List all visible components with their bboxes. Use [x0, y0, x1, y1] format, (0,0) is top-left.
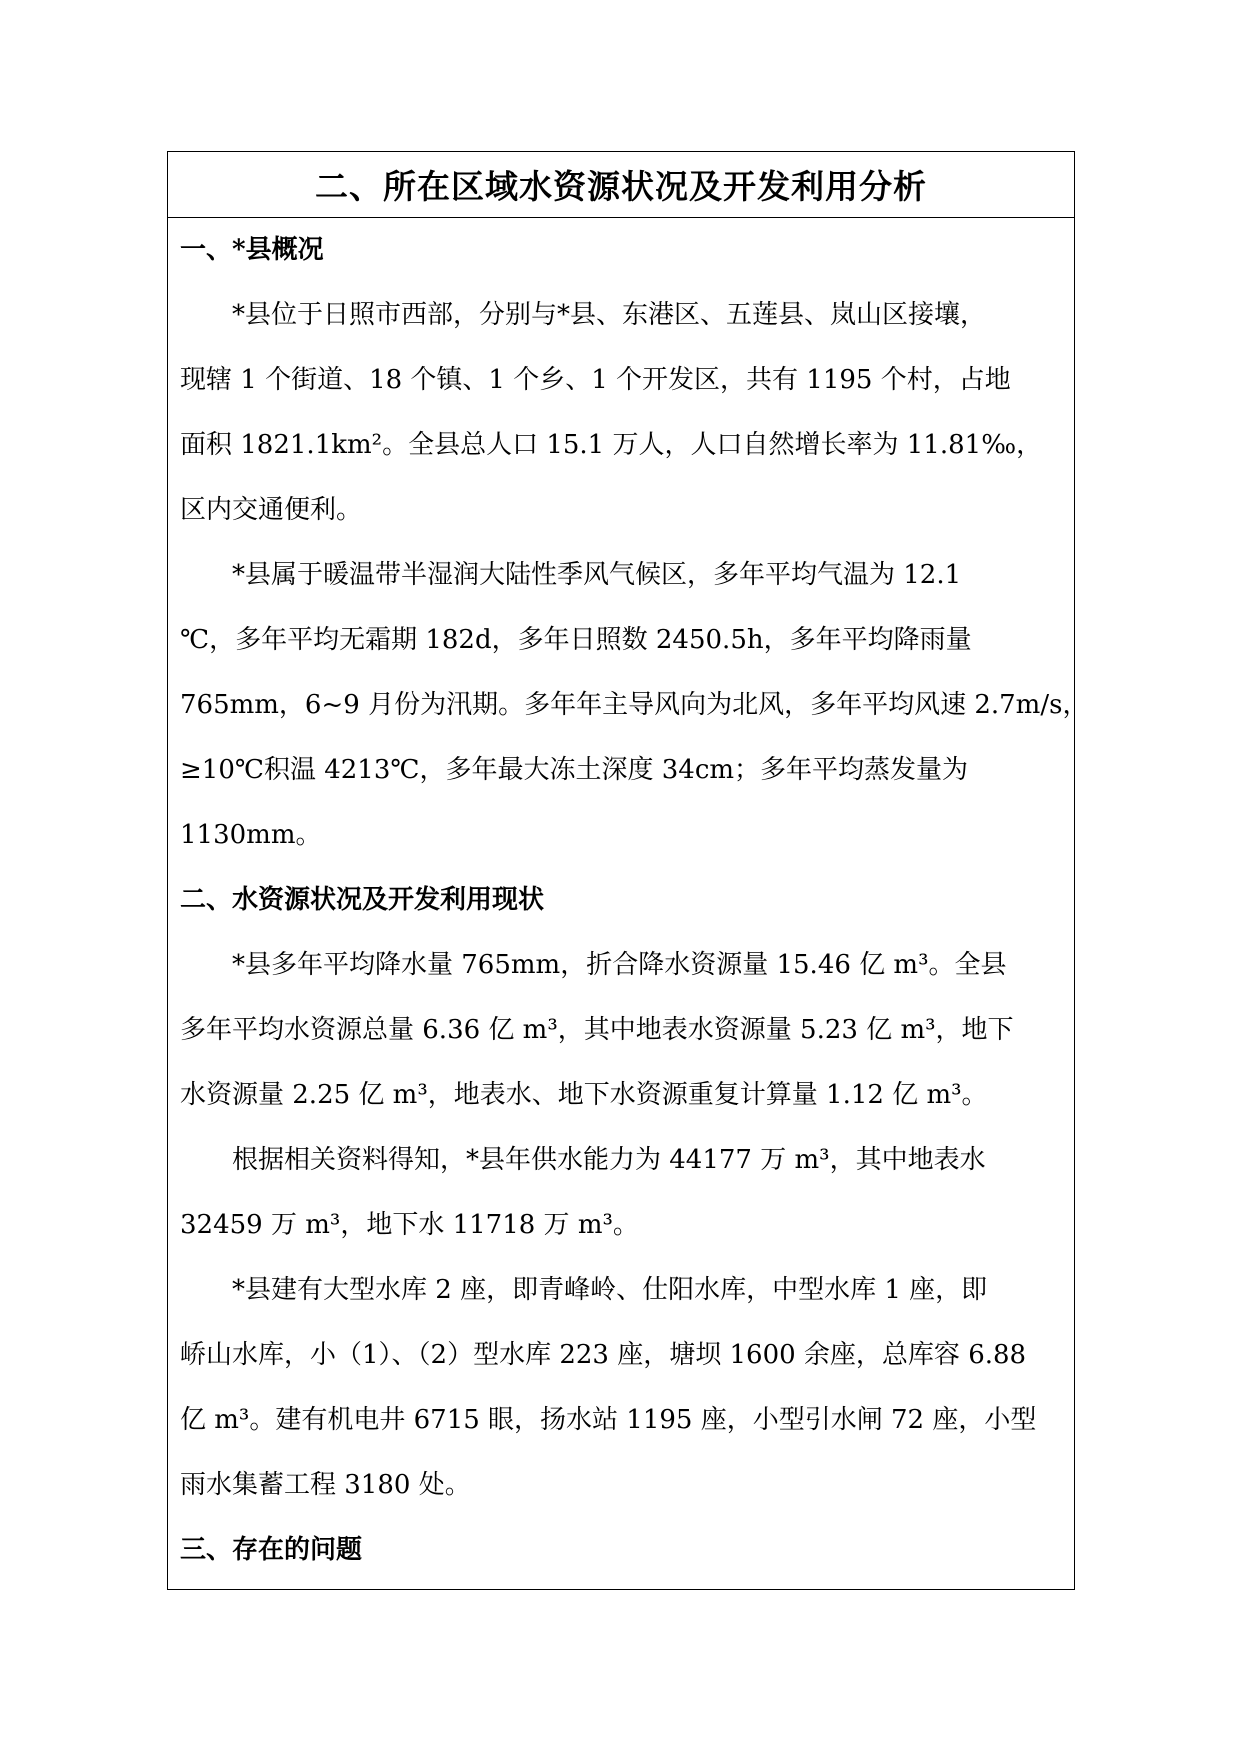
section-heading: 三、存在的问题 — [180, 1535, 363, 1565]
paragraph-line: 峤山水库，小（1）、（2）型水库 223 座，塘坝 1600 余座，总库容 6.88 — [180, 1340, 1027, 1370]
document-frame — [167, 151, 1089, 1590]
paragraph-line: 根据相关资料得知，*县年供水能力为 44177 万 m³，其中地表水 — [232, 1145, 986, 1175]
paragraph — [180, 933, 1061, 1128]
paragraph-line: 765mm，6~9 月份为汛期。多年年主导风向为北风，多年平均风速 2.7m/s， — [180, 690, 1089, 720]
section-heading: 一、*县概况 — [180, 235, 324, 265]
paragraph-line: 区内交通便利。 — [180, 495, 363, 525]
paragraph-line: *县多年平均降水量 765mm，折合降水资源量 15.46 亿 m³。全县 — [232, 950, 1007, 980]
paragraph-line: 水资源量 2.25 亿 m³，地表水、地下水资源重复计算量 1.12 亿 m³。 — [180, 1080, 988, 1110]
paragraph — [180, 283, 1061, 543]
paragraph-line: *县属于暖温带半湿润大陆性季风气候区，多年平均气温为 12.1 — [232, 560, 962, 590]
paragraph-line: 1130mm。 — [180, 820, 322, 850]
page-title: 二、所在区域水资源状况及开发利用分析 — [315, 167, 927, 206]
paragraph-line: ℃，多年平均无霜期 182d，多年日照数 2450.5h，多年平均降雨量 — [180, 625, 972, 655]
title-row — [168, 152, 1074, 218]
paragraph-line: *县建有大型水库 2 座，即青峰岭、仕阳水库，中型水库 1 座，即 — [232, 1275, 988, 1305]
paragraph-line: 面积 1821.1km²。全县总人口 15.1 万人，人口自然增长率为 11.81‰， — [180, 430, 1043, 460]
paragraph — [180, 1128, 1061, 1258]
paragraph-line: *县位于日照市西部，分别与*县、东港区、五莲县、岚山区接壤， — [232, 300, 987, 330]
paragraph-line: 多年平均水资源总量 6.36 亿 m³，其中地表水资源量 5.23 亿 m³，地下 — [180, 1015, 1014, 1045]
paragraph-line: 现辖 1 个街道、18 个镇、1 个乡、1 个开发区，共有 1195 个村，占地 — [180, 365, 1011, 395]
paragraph — [180, 1258, 1061, 1518]
paragraph-line: 亿 m³。建有机电井 6715 眼，扬水站 1195 座，小型引水闸 72 座，小型 — [180, 1405, 1037, 1435]
paragraph-line: 32459 万 m³，地下水 11718 万 m³。 — [180, 1210, 639, 1240]
paragraph-line: 雨水集蓄工程 3180 处。 — [180, 1470, 471, 1500]
document-body — [168, 218, 1089, 1583]
paragraph — [180, 543, 1089, 868]
paragraph-line: ≥10℃积温 4213℃，多年最大冻土深度 34cm；多年平均蒸发量为 — [180, 755, 969, 785]
section-heading: 二、水资源状况及开发利用现状 — [180, 885, 545, 915]
